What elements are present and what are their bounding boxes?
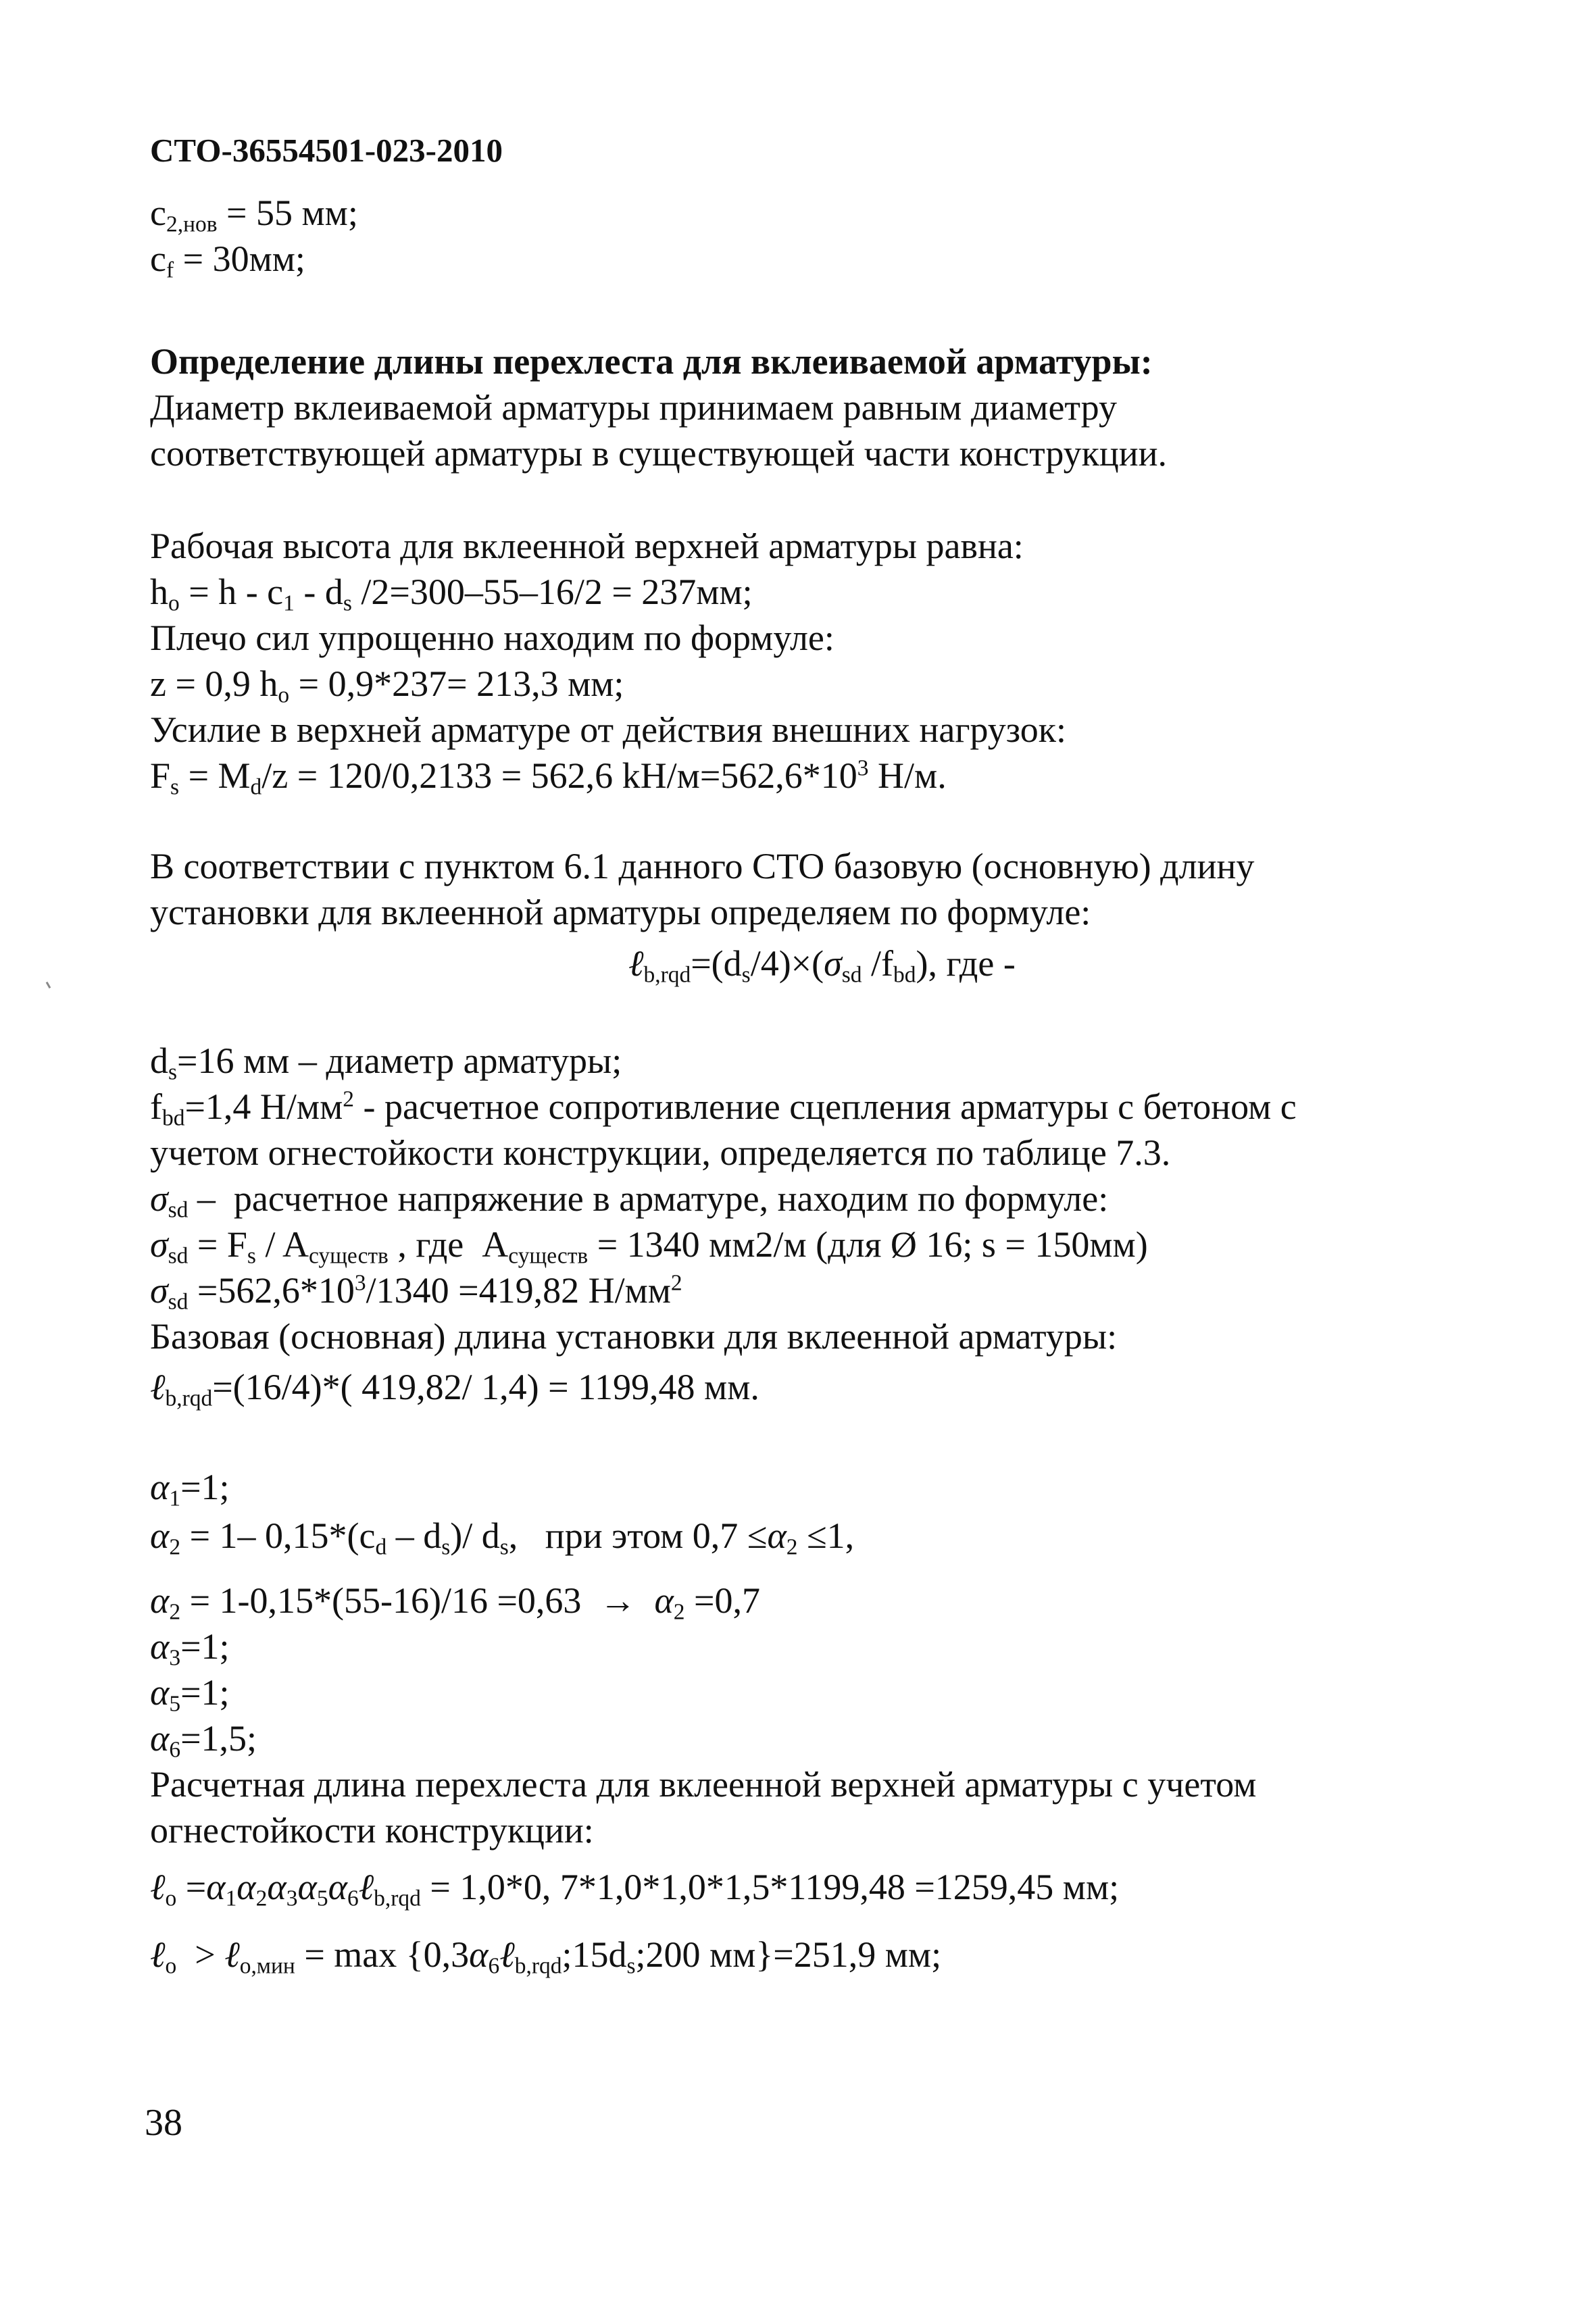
paragraph-line: соответствующей арматуры в существующей части конструкции. bbox=[150, 433, 1168, 474]
formula-lb-rqd: $\ell_{b,rqd}=(d_s/4)\times(\sigma_{sd}$ $/f_{bd}$), где - bbox=[628, 943, 1016, 988]
formula-sigma-sd: $\sigma_{sd} = F_s / A_{существ}$ , где $A_{существ} = 1340$ мм2/м (для Ø 16; s = 150мм) bbox=[150, 1224, 1148, 1269]
paragraph-line: огнестойкости конструкции: bbox=[150, 1810, 594, 1851]
paragraph-line: Базовая (основная) длина установки для вклеенной арматуры: bbox=[150, 1316, 1118, 1357]
definition-sigma: $\sigma_{sd}$ – расчетное напряжение в арматуре, находим по формуле: bbox=[150, 1178, 1109, 1223]
paragraph-line: Плечо сил упрощенно находим по формуле: bbox=[150, 618, 834, 658]
paragraph-line: установки для вклеенной арматуры определяем по формуле: bbox=[150, 892, 1091, 932]
paragraph-line: учетом огнестойкости конструкции, определяется по таблице 7.3. bbox=[150, 1132, 1171, 1173]
definition-ds: $d_s=16$ мм – диаметр арматуры; bbox=[150, 1040, 622, 1085]
formula-cf: $c_f = 30мм$; bbox=[150, 238, 305, 283]
formula-lo: ℓ$_o$ $=\alpha_1\alpha_2\alpha_3\alpha_5\alpha_6\ell_{b,rqd} = 1,0*0$, 7*1,0*1,0*1,5*1199,48 =1259,45 мм; bbox=[150, 1867, 1120, 1911]
coef-alpha2: $\alpha_2 = 1-$ $0,15*(c_d - d_s)/$ $d_s$, при этом $0,7 \le\alpha_2 \le 1$, bbox=[150, 1515, 855, 1560]
coef-alpha1: $\alpha_1=1$; bbox=[150, 1467, 230, 1511]
document-code: СТО-36554501-023-2010 bbox=[150, 132, 503, 169]
coef-alpha2-calc: $\alpha_2 = 1-0,15*(55-16)/16 =0,63 \to \alpha_2 =0,7$ bbox=[150, 1580, 760, 1625]
formula-z: z = 0,9 $h_o = 0,9*237= 213,3$ мм; bbox=[150, 663, 624, 708]
coef-alpha3: $\alpha_3=1$; bbox=[150, 1626, 230, 1671]
definition-fbd: $f_{bd}=1,4$ $Н/мм^2$ - расчетное сопротивление сцепления арматуры с бетоном с bbox=[150, 1086, 1297, 1131]
section-heading: Определение длины перехлеста для вклеиваемой арматуры: bbox=[150, 341, 1153, 382]
paragraph-line: Усилие в верхней арматуре от действия внешних нагрузок: bbox=[150, 709, 1067, 750]
formula-sigma-value: $\sigma_{sd} =562,6*10^3/1340 =419,82$ $Н/мм^2$ bbox=[150, 1270, 682, 1315]
coef-alpha5: $\alpha_5=1$; bbox=[150, 1672, 230, 1717]
paragraph-line: Рабочая высота для вклеенной верхней арматуры равна: bbox=[150, 526, 1024, 566]
paragraph-line: Расчетная длина перехлеста для вклеенной верхней арматуры с учетом bbox=[150, 1764, 1257, 1805]
scan-mark bbox=[46, 982, 51, 988]
paragraph-line: Диаметр вклеиваемой арматуры принимаем равным диаметру bbox=[150, 387, 1117, 428]
formula-fs: $F_s = M_d/z = 120/0,2133 = 562,6$ $kH/м=562,6*10^3$ Н/м. bbox=[150, 755, 947, 800]
formula-lb-value: ℓ$_{b,rqd}$=(16/4)*( 419,82/ 1,4) = 1199,48 мм. bbox=[150, 1367, 759, 1411]
formula-lo-min: ℓ$_o$ > ℓ$_{o,мин}$ = $\max \{0,3\alpha_6\ell_{b,rqd};15d_s;200$ мм}=251,9 мм; bbox=[150, 1934, 942, 1979]
paragraph-line: В соответствии с пунктом 6.1 данного СТО базовую (основную) длину bbox=[150, 846, 1255, 886]
page-number: 38 bbox=[145, 2102, 182, 2144]
formula-c2: $c_{2,нов} = 55$ мм; bbox=[150, 193, 358, 237]
formula-ho: $h_o = h - c_1 - d_s$ /2=300–55–16/2 = 237мм; bbox=[150, 572, 753, 616]
coef-alpha6: $\alpha_6=1,5$; bbox=[150, 1718, 257, 1763]
